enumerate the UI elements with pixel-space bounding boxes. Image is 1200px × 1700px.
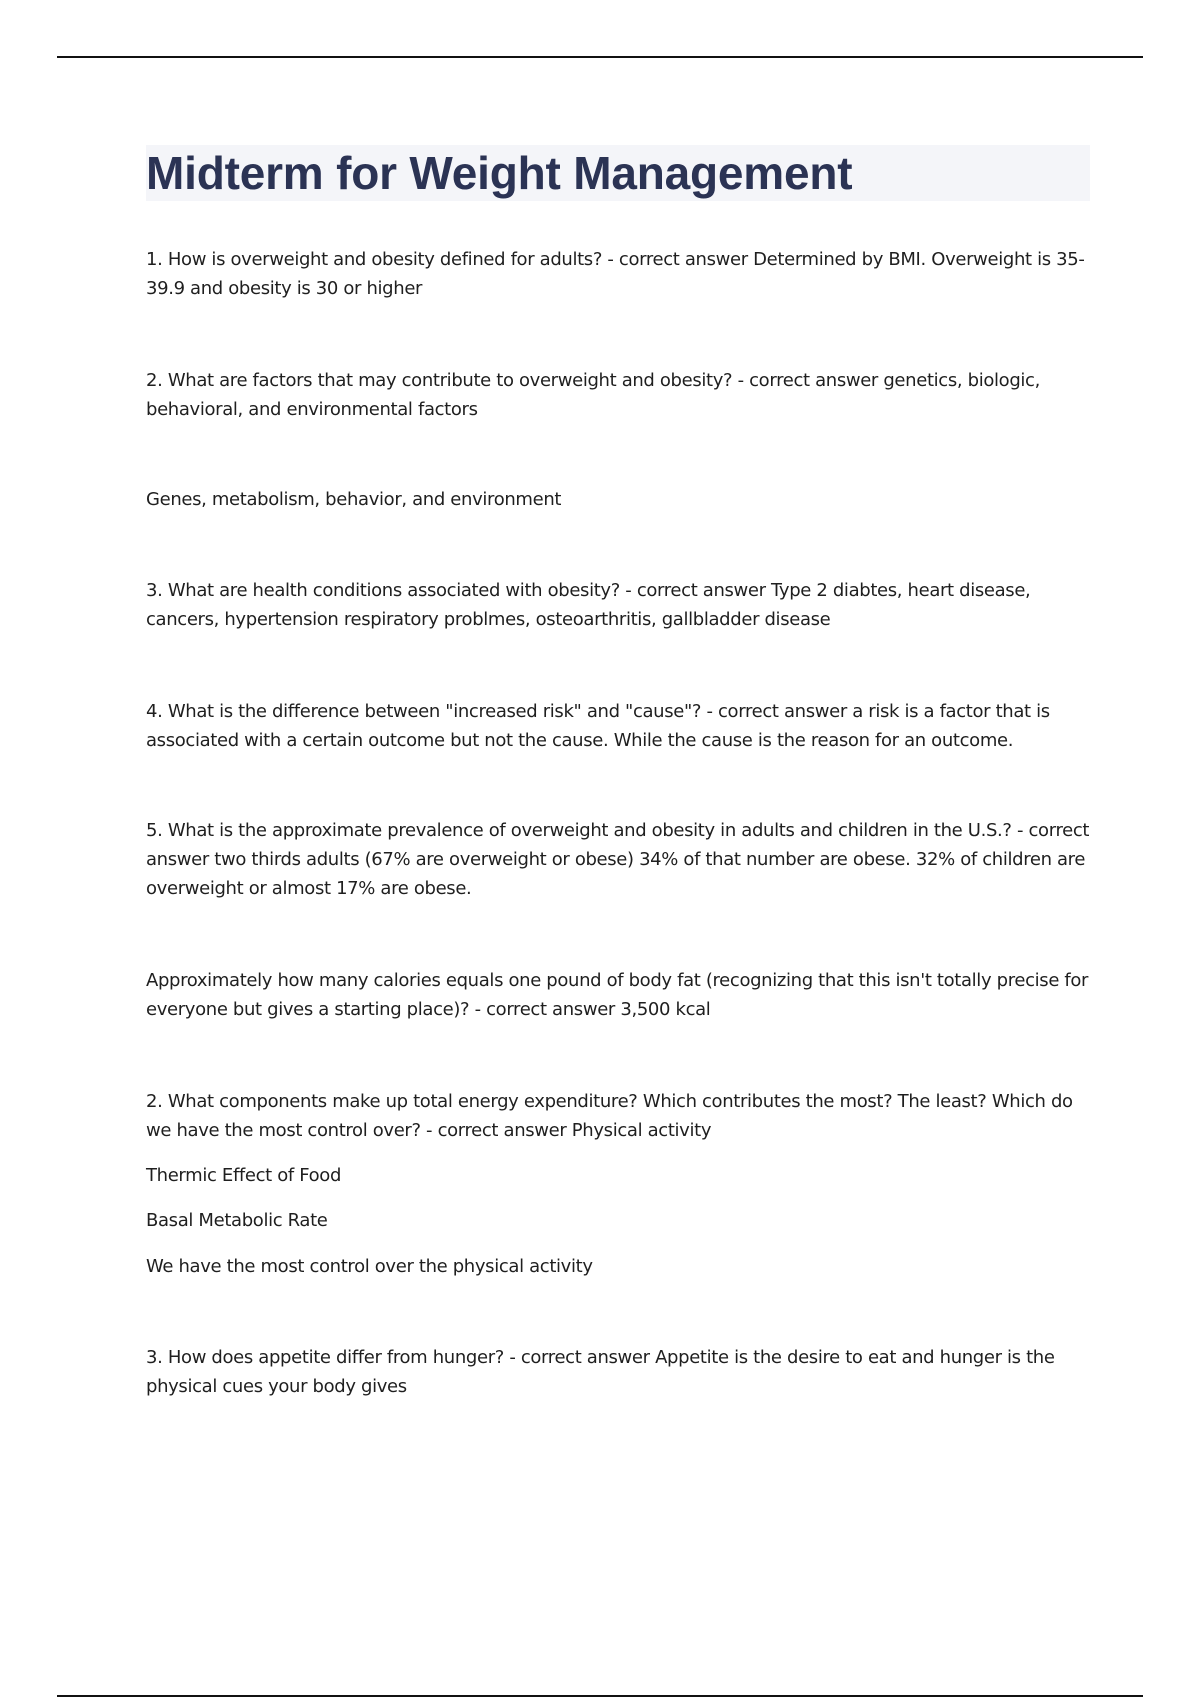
- basal-metabolic-line: Basal Metabolic Rate: [146, 1210, 328, 1231]
- question-4-paragraph: 4. What is the difference between "increased risk" and "cause"? - correct answer a risk is a factor that is associated with a certain outcome but not the cause. While the cause is the reason for an outcome.: [146, 701, 1050, 751]
- page-title: Midterm for Weight Management: [146, 147, 853, 199]
- question-3-paragraph: 3. What are health conditions associated with obesity? - correct answer Type 2 diabtes, heart disease, cancers, hypertension respiratory problmes, osteoarthritis, gallbladder disease: [146, 580, 1031, 630]
- answer-note-paragraph: Genes, metabolism, behavior, and environment: [146, 489, 562, 510]
- energy-question-paragraph: 2. What components make up total energy expenditure? Which contributes the most? The least? Which do we have the most control over? - correct answer Physical activity: [146, 1091, 1073, 1141]
- bottom-rule: [57, 1695, 1143, 1697]
- thermic-effect-line: Thermic Effect of Food: [146, 1165, 342, 1186]
- calories-question-paragraph: Approximately how many calories equals one pound of body fat (recognizing that this isn't totally precise for everyone but gives a starting place)? - correct answer 3,500 kcal: [146, 970, 1089, 1020]
- question-1-paragraph: 1. How is overweight and obesity defined for adults? - correct answer Determined by BMI. Overweight is 35-39.9 and obesity is 30 or higher: [146, 249, 1085, 299]
- question-5-paragraph: 5. What is the approximate prevalence of overweight and obesity in adults and children in the U.S.? - correct answer two thirds adults (67% are overweight or obese) 34% of that number are obese. 32% of children are overweight or almost 17% are obese.: [146, 820, 1090, 899]
- question-2-paragraph: 2. What are factors that may contribute to overweight and obesity? - correct answer genetics, biologic, behavioral, and environmental factors: [146, 370, 1040, 420]
- control-note-line: We have the most control over the physical activity: [146, 1256, 593, 1277]
- appetite-question-paragraph: 3. How does appetite differ from hunger? - correct answer Appetite is the desire to eat and hunger is the physical cues your body gives: [146, 1347, 1055, 1397]
- top-rule: [57, 56, 1143, 58]
